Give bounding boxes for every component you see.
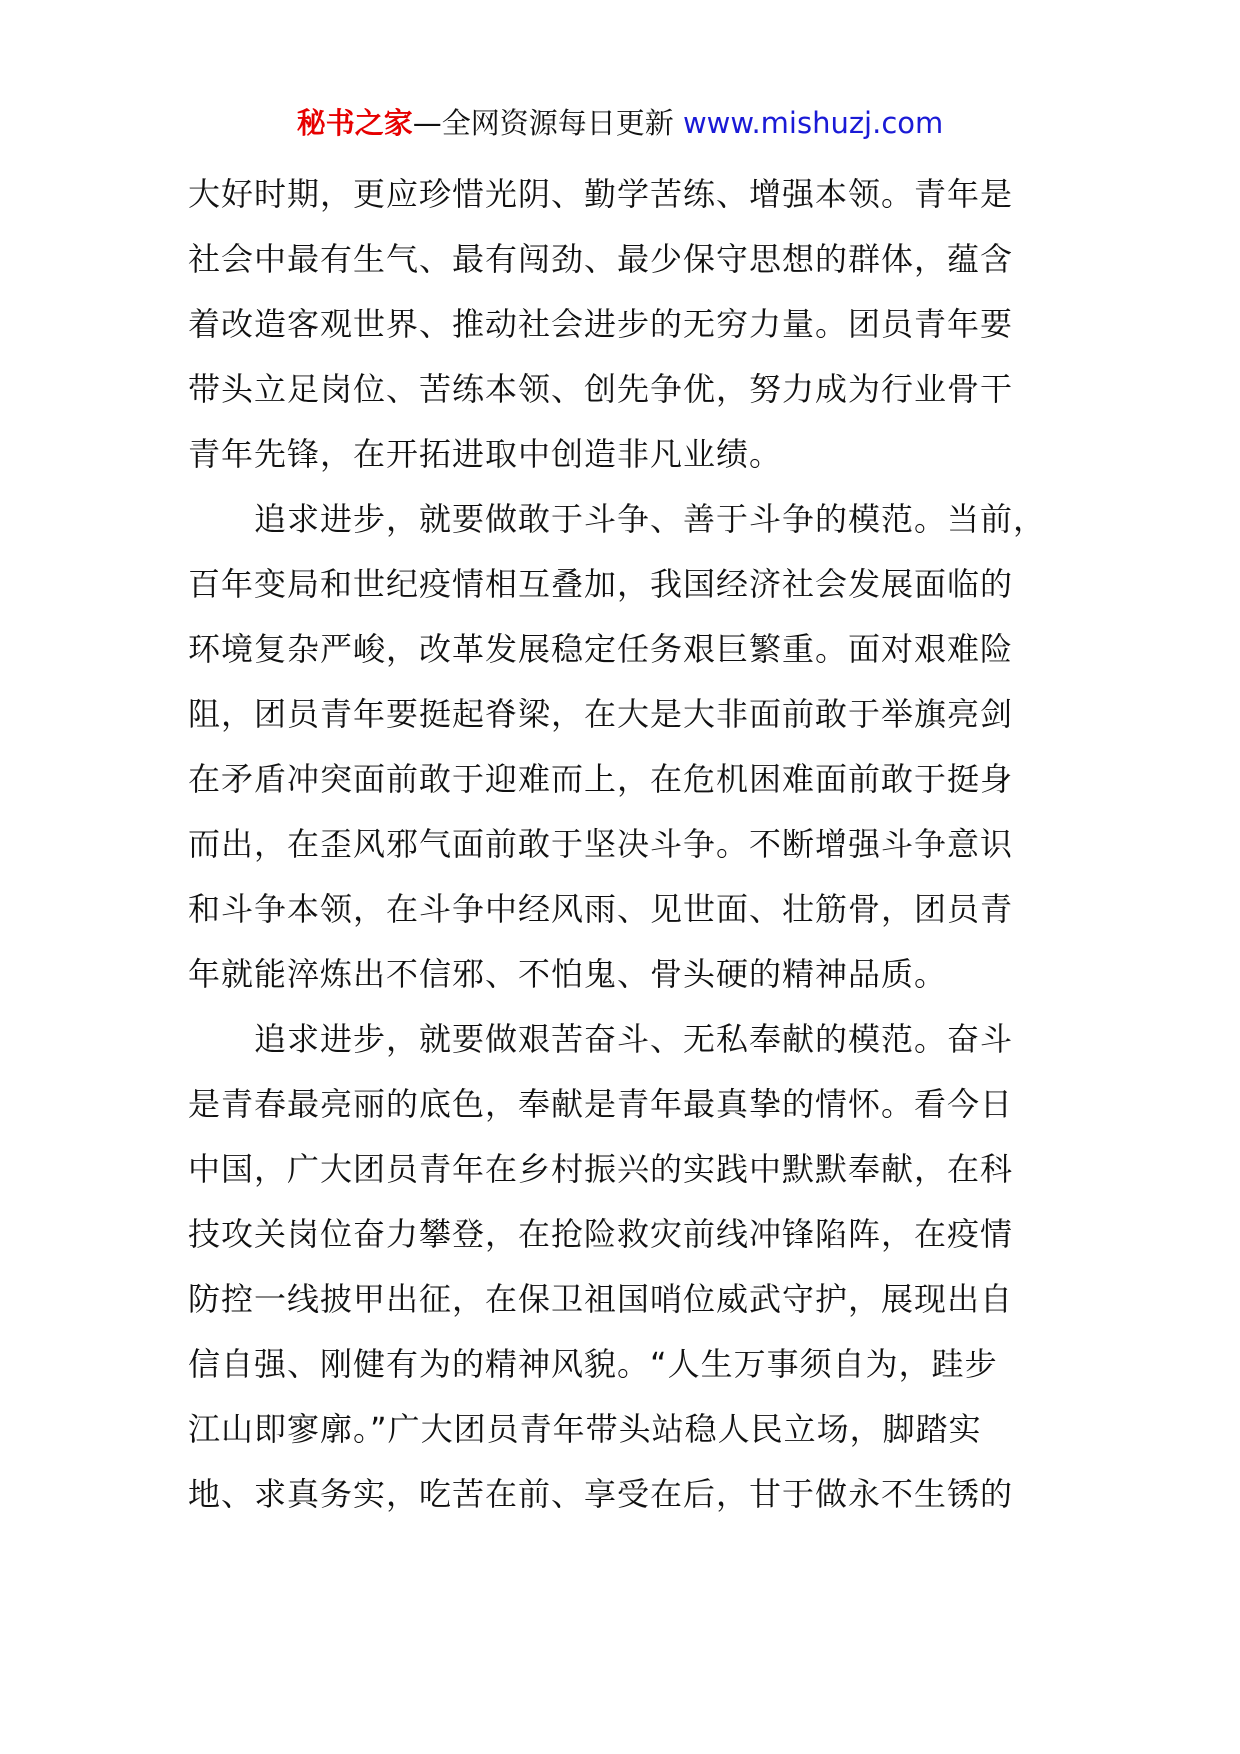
text-line: 追求进步，就要做艰苦奋斗、无私奉献的模范。奋斗 bbox=[254, 1020, 1014, 1058]
text-line: 百年变局和世纪疫情相互叠加，我国经济社会发展面临的 bbox=[188, 565, 1014, 603]
text-line: 环境复杂严峻，改革发展稳定任务艰巨繁重。面对艰难险 bbox=[188, 630, 1014, 668]
text-line: 中国，广大团员青年在乡村振兴的实践中默默奉献，在科 bbox=[188, 1150, 1014, 1188]
text-line: 年就能淬炼出不信邪、不怕鬼、骨头硬的精神品质。 bbox=[188, 955, 948, 993]
text-line: 在矛盾冲突面前敢于迎难而上，在危机困难面前敢于挺身 bbox=[188, 760, 1014, 798]
text-line: 社会中最有生气、最有闯劲、最少保守思想的群体，蕴含 bbox=[188, 240, 1014, 278]
text-line: 追求进步，就要做敢于斗争、善于斗争的模范。当前， bbox=[254, 500, 1047, 538]
text-line: 地、求真务实，吃苦在前、享受在后，甘于做永不生锈的 bbox=[188, 1475, 1014, 1513]
text-line: 大好时期，更应珍惜光阴、勤学苦练、增强本领。青年是 bbox=[188, 175, 1014, 213]
text-line: 江山即寥廓。”广大团员青年带头站稳人民立场，脚踏实 bbox=[188, 1410, 982, 1448]
header-tagline: —全网资源每日更新 bbox=[412, 106, 683, 140]
brand-name: 秘书之家 bbox=[296, 106, 413, 140]
text-line: 防控一线披甲出征，在保卫祖国哨位威武守护，展现出自 bbox=[188, 1280, 1014, 1318]
text-line: 而出，在歪风邪气面前敢于坚决斗争。不断增强斗争意识 bbox=[188, 825, 1014, 863]
text-line: 和斗争本领，在斗争中经风雨、见世面、壮筋骨，团员青 bbox=[188, 890, 1014, 928]
text-line: 技攻关岗位奋力攀登，在抢险救灾前线冲锋陷阵，在疫情 bbox=[188, 1215, 1014, 1253]
text-line: 信自强、刚健有为的精神风貌。“人生万事须自为，跬步 bbox=[188, 1345, 998, 1383]
text-line: 着改造客观世界、推动社会进步的无穷力量。团员青年要 bbox=[188, 305, 1014, 343]
text-line: 带头立足岗位、苦练本领、创先争优，努力成为行业骨干 bbox=[188, 370, 1014, 408]
article-body bbox=[188, 162, 1068, 1527]
text-line: 阻，团员青年要挺起脊梁，在大是大非面前敢于举旗亮剑 bbox=[188, 695, 1014, 733]
text-line: 青年先锋，在开拓进取中创造非凡业绩。 bbox=[188, 435, 783, 473]
text-line: 是青春最亮丽的底色，奉献是青年最真挚的情怀。看今日 bbox=[188, 1085, 1014, 1123]
site-url-link[interactable]: www.mishuzj.com bbox=[682, 106, 944, 140]
site-header bbox=[0, 101, 1240, 145]
